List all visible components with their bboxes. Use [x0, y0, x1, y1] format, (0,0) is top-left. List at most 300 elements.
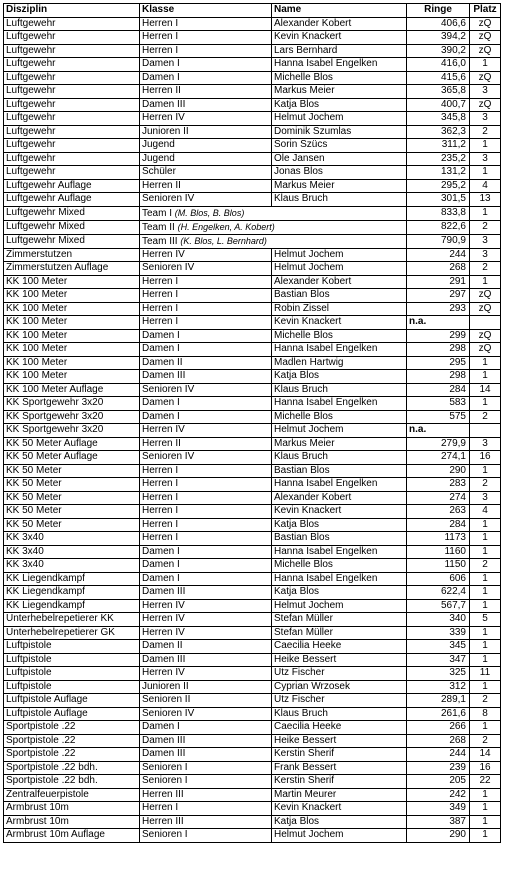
cell-ringe: 415,6 [407, 71, 470, 85]
header-disziplin: Disziplin [4, 4, 140, 18]
cell-platz: 1 [470, 788, 501, 802]
cell-klasse: Herren I [140, 316, 272, 330]
cell-klasse: Herren I [140, 478, 272, 492]
cell-name: Martin Meurer [272, 788, 407, 802]
cell-ringe: 387 [407, 815, 470, 829]
cell-disziplin: Luftgewehr Mixed [4, 220, 140, 234]
cell-disziplin: KK Liegendkampf [4, 572, 140, 586]
table-row [4, 761, 501, 775]
table-row [4, 478, 501, 492]
cell-platz: 3 [470, 234, 501, 248]
cell-name: Klaus Bruch [272, 383, 407, 397]
table-row [4, 788, 501, 802]
table-body [4, 17, 501, 842]
cell-klasse: Damen I [140, 343, 272, 357]
cell-ringe: 833,8 [407, 206, 470, 220]
table-row [4, 775, 501, 789]
header-name: Name [272, 4, 407, 18]
cell-klasse: Schüler [140, 166, 272, 180]
cell-platz: 1 [470, 572, 501, 586]
cell-disziplin: KK Sportgewehr 3x20 [4, 397, 140, 411]
cell-klasse: Herren I [140, 275, 272, 289]
cell-platz: 3 [470, 152, 501, 166]
cell-ringe: 298 [407, 343, 470, 357]
cell-disziplin: Luftpistole [4, 640, 140, 654]
cell-disziplin: KK 100 Meter [4, 343, 140, 357]
cell-klasse: Damen II [140, 356, 272, 370]
cell-disziplin: Luftgewehr [4, 17, 140, 31]
table-row [4, 370, 501, 384]
table-row [4, 356, 501, 370]
table-row [4, 220, 501, 234]
cell-platz: 3 [470, 112, 501, 126]
cell-klasse: Senioren IV [140, 262, 272, 276]
cell-ringe: 394,2 [407, 31, 470, 45]
cell-name: Michelle Blos [272, 410, 407, 424]
cell-name: Utz Fischer [272, 667, 407, 681]
table-row [4, 58, 501, 72]
cell-platz: 3 [470, 85, 501, 99]
cell-name: Helmut Jochem [272, 424, 407, 438]
cell-ringe: 290 [407, 464, 470, 478]
cell-ringe: 295 [407, 356, 470, 370]
table-row [4, 680, 501, 694]
cell-disziplin: KK Liegendkampf [4, 599, 140, 613]
cell-ringe: 340 [407, 613, 470, 627]
cell-klasse: Herren II [140, 437, 272, 451]
cell-name: Hanna Isabel Engelken [272, 397, 407, 411]
cell-ringe: 1150 [407, 559, 470, 573]
cell-ringe: 297 [407, 289, 470, 303]
cell-team [140, 220, 407, 234]
table-row [4, 532, 501, 546]
cell-ringe: 325 [407, 667, 470, 681]
cell-disziplin: Luftgewehr [4, 71, 140, 85]
cell-name: Michelle Blos [272, 71, 407, 85]
cell-klasse: Senioren IV [140, 707, 272, 721]
cell-klasse: Herren II [140, 179, 272, 193]
table-row [4, 112, 501, 126]
cell-ringe: 622,4 [407, 586, 470, 600]
team-members: (M. Blos, B. Blos) [174, 207, 245, 218]
cell-klasse: Damen I [140, 559, 272, 573]
cell-platz: 1 [470, 626, 501, 640]
cell-platz: 1 [470, 815, 501, 829]
cell-platz: 4 [470, 505, 501, 519]
cell-klasse: Herren I [140, 44, 272, 58]
cell-name: Utz Fischer [272, 694, 407, 708]
cell-disziplin: Sportpistole .22 [4, 734, 140, 748]
cell-disziplin: Luftgewehr Auflage [4, 179, 140, 193]
cell-name: Hanna Isabel Engelken [272, 545, 407, 559]
cell-name: Kerstin Sherif [272, 775, 407, 789]
cell-platz: 1 [470, 58, 501, 72]
cell-platz: 1 [470, 518, 501, 532]
cell-platz: 14 [470, 383, 501, 397]
table-row [4, 424, 501, 438]
cell-platz: 1 [470, 275, 501, 289]
cell-ringe: 131,2 [407, 166, 470, 180]
cell-ringe: 339 [407, 626, 470, 640]
cell-disziplin: Sportpistole .22 bdh. [4, 775, 140, 789]
cell-ringe: 347 [407, 653, 470, 667]
table-row [4, 31, 501, 45]
cell-disziplin: Luftgewehr [4, 112, 140, 126]
cell-ringe: 293 [407, 302, 470, 316]
cell-name: Kevin Knackert [272, 505, 407, 519]
table-row [4, 248, 501, 262]
cell-disziplin: Luftpistole [4, 680, 140, 694]
header-klasse: Klasse [140, 4, 272, 18]
cell-klasse: Herren I [140, 491, 272, 505]
cell-name: Alexander Kobert [272, 275, 407, 289]
cell-platz: 13 [470, 193, 501, 207]
cell-klasse: Senioren IV [140, 383, 272, 397]
cell-name: Cyprian Wrzosek [272, 680, 407, 694]
cell-disziplin: KK 100 Meter [4, 289, 140, 303]
cell-disziplin: KK 3x40 [4, 559, 140, 573]
table-row [4, 262, 501, 276]
cell-platz: 1 [470, 397, 501, 411]
cell-klasse: Herren IV [140, 112, 272, 126]
cell-disziplin: Luftgewehr [4, 31, 140, 45]
table-row [4, 491, 501, 505]
cell-platz: 1 [470, 653, 501, 667]
cell-platz [470, 424, 501, 438]
cell-platz: 1 [470, 721, 501, 735]
cell-klasse: Herren III [140, 788, 272, 802]
cell-name: Hanna Isabel Engelken [272, 58, 407, 72]
cell-disziplin: Luftpistole Auflage [4, 707, 140, 721]
header-row [4, 4, 501, 18]
cell-platz: 11 [470, 667, 501, 681]
cell-ringe: 263 [407, 505, 470, 519]
cell-ringe: 261,6 [407, 707, 470, 721]
cell-ringe: 279,9 [407, 437, 470, 451]
cell-ringe: 312 [407, 680, 470, 694]
cell-disziplin: Luftgewehr [4, 98, 140, 112]
cell-platz: zQ [470, 289, 501, 303]
cell-ringe: 299 [407, 329, 470, 343]
table-row [4, 748, 501, 762]
cell-disziplin: Unterhebelrepetierer KK [4, 613, 140, 627]
cell-name: Katja Blos [272, 98, 407, 112]
cell-disziplin: KK 3x40 [4, 532, 140, 546]
table-row [4, 139, 501, 153]
cell-ringe: 268 [407, 734, 470, 748]
table-row [4, 653, 501, 667]
cell-name: Alexander Kobert [272, 17, 407, 31]
table-row [4, 599, 501, 613]
cell-ringe: 298 [407, 370, 470, 384]
table-row [4, 572, 501, 586]
cell-name: Frank Bessert [272, 761, 407, 775]
cell-klasse: Damen I [140, 71, 272, 85]
cell-platz: 2 [470, 694, 501, 708]
cell-klasse: Herren I [140, 505, 272, 519]
cell-platz: 1 [470, 356, 501, 370]
table-row [4, 289, 501, 303]
cell-ringe: 274,1 [407, 451, 470, 465]
cell-ringe: 575 [407, 410, 470, 424]
cell-platz: 1 [470, 640, 501, 654]
cell-klasse: Senioren I [140, 761, 272, 775]
table-row [4, 316, 501, 330]
cell-name: Hanna Isabel Engelken [272, 478, 407, 492]
cell-disziplin: Luftgewehr [4, 125, 140, 139]
cell-platz: zQ [470, 329, 501, 343]
cell-disziplin: Luftgewehr [4, 139, 140, 153]
cell-disziplin: Luftgewehr [4, 44, 140, 58]
table-row [4, 410, 501, 424]
cell-name: Helmut Jochem [272, 599, 407, 613]
cell-klasse: Damen I [140, 58, 272, 72]
cell-ringe: 239 [407, 761, 470, 775]
cell-platz: zQ [470, 17, 501, 31]
cell-name: Katja Blos [272, 815, 407, 829]
cell-ringe: 274 [407, 491, 470, 505]
cell-klasse: Herren IV [140, 626, 272, 640]
cell-klasse: Junioren II [140, 125, 272, 139]
cell-disziplin: Luftgewehr [4, 166, 140, 180]
cell-platz: 1 [470, 545, 501, 559]
cell-disziplin: KK Sportgewehr 3x20 [4, 410, 140, 424]
cell-platz: 2 [470, 220, 501, 234]
table-row [4, 302, 501, 316]
cell-name: Stefan Müller [272, 613, 407, 627]
cell-ringe: 291 [407, 275, 470, 289]
cell-name: Bastian Blos [272, 289, 407, 303]
cell-disziplin: KK 100 Meter [4, 329, 140, 343]
table-row [4, 694, 501, 708]
cell-klasse: Damen III [140, 586, 272, 600]
table-row [4, 329, 501, 343]
cell-platz: 2 [470, 262, 501, 276]
team-label: Team II [142, 221, 175, 233]
table-row [4, 275, 501, 289]
header-ringe: Ringe [407, 4, 470, 18]
cell-klasse: Damen III [140, 748, 272, 762]
table-row [4, 234, 501, 248]
cell-klasse: Herren III [140, 815, 272, 829]
cell-ringe: 583 [407, 397, 470, 411]
table-row [4, 98, 501, 112]
cell-name: Katja Blos [272, 370, 407, 384]
cell-ringe: 567,7 [407, 599, 470, 613]
cell-name: Kevin Knackert [272, 802, 407, 816]
cell-name: Katja Blos [272, 586, 407, 600]
cell-disziplin: KK 50 Meter [4, 464, 140, 478]
table-row [4, 152, 501, 166]
cell-platz: 8 [470, 707, 501, 721]
cell-disziplin: KK Liegendkampf [4, 586, 140, 600]
cell-klasse: Jugend [140, 152, 272, 166]
cell-ringe: 205 [407, 775, 470, 789]
cell-platz: 1 [470, 139, 501, 153]
cell-disziplin: KK 3x40 [4, 545, 140, 559]
cell-name: Caecilia Heeke [272, 640, 407, 654]
cell-klasse: Senioren I [140, 775, 272, 789]
cell-klasse: Senioren I [140, 829, 272, 843]
cell-klasse: Junioren II [140, 680, 272, 694]
cell-platz: 22 [470, 775, 501, 789]
table-row [4, 179, 501, 193]
cell-disziplin: Luftgewehr [4, 85, 140, 99]
cell-name: Bastian Blos [272, 464, 407, 478]
cell-disziplin: KK 100 Meter [4, 370, 140, 384]
cell-ringe: 1173 [407, 532, 470, 546]
cell-name: Helmut Jochem [272, 262, 407, 276]
cell-name: Madlen Hartwig [272, 356, 407, 370]
cell-disziplin: Armbrust 10m [4, 802, 140, 816]
cell-disziplin: KK 100 Meter [4, 316, 140, 330]
cell-name: Kevin Knackert [272, 316, 407, 330]
cell-platz: 14 [470, 748, 501, 762]
table-row [4, 626, 501, 640]
cell-disziplin: Armbrust 10m Auflage [4, 829, 140, 843]
cell-ringe: 406,6 [407, 17, 470, 31]
cell-name: Klaus Bruch [272, 707, 407, 721]
cell-disziplin: Unterhebelrepetierer GK [4, 626, 140, 640]
cell-klasse: Herren IV [140, 248, 272, 262]
cell-team [140, 234, 407, 248]
cell-platz: 3 [470, 248, 501, 262]
table-row [4, 125, 501, 139]
cell-klasse: Damen III [140, 98, 272, 112]
cell-klasse: Herren II [140, 85, 272, 99]
cell-platz: zQ [470, 71, 501, 85]
table-row [4, 343, 501, 357]
cell-disziplin: KK 50 Meter [4, 491, 140, 505]
cell-disziplin: Zentralfeuerpistole [4, 788, 140, 802]
cell-klasse: Herren I [140, 464, 272, 478]
cell-ringe: n.a. [407, 424, 470, 438]
cell-name: Heike Bessert [272, 734, 407, 748]
cell-klasse: Senioren IV [140, 451, 272, 465]
cell-klasse: Damen III [140, 734, 272, 748]
cell-name: Sorin Szücs [272, 139, 407, 153]
cell-platz: 2 [470, 734, 501, 748]
cell-name: Stefan Müller [272, 626, 407, 640]
cell-ringe: 235,2 [407, 152, 470, 166]
team-members: (H. Engelken, A. Kobert) [177, 221, 275, 232]
cell-name: Robin Zissel [272, 302, 407, 316]
cell-name: Klaus Bruch [272, 193, 407, 207]
cell-name: Helmut Jochem [272, 829, 407, 843]
cell-ringe: 284 [407, 518, 470, 532]
cell-platz: 16 [470, 761, 501, 775]
table-row [4, 721, 501, 735]
table-row [4, 85, 501, 99]
table-row [4, 166, 501, 180]
cell-name: Hanna Isabel Engelken [272, 572, 407, 586]
cell-name: Markus Meier [272, 85, 407, 99]
cell-name: Markus Meier [272, 437, 407, 451]
cell-klasse: Damen III [140, 370, 272, 384]
cell-name: Katja Blos [272, 518, 407, 532]
cell-klasse: Herren I [140, 532, 272, 546]
cell-platz: 1 [470, 586, 501, 600]
cell-klasse: Damen I [140, 721, 272, 735]
cell-platz: 2 [470, 125, 501, 139]
cell-disziplin: Luftpistole [4, 653, 140, 667]
cell-ringe: 822,6 [407, 220, 470, 234]
cell-name: Klaus Bruch [272, 451, 407, 465]
cell-klasse: Herren I [140, 17, 272, 31]
cell-platz: 1 [470, 464, 501, 478]
table-row [4, 44, 501, 58]
cell-klasse: Herren I [140, 31, 272, 45]
cell-platz: zQ [470, 98, 501, 112]
cell-disziplin: KK 50 Meter Auflage [4, 451, 140, 465]
cell-platz: 1 [470, 206, 501, 220]
cell-ringe: 1160 [407, 545, 470, 559]
cell-platz: zQ [470, 31, 501, 45]
cell-platz: zQ [470, 343, 501, 357]
cell-disziplin: Luftgewehr Auflage [4, 193, 140, 207]
table-row [4, 707, 501, 721]
table-row [4, 437, 501, 451]
cell-platz: 2 [470, 410, 501, 424]
header-platz: Platz [470, 4, 501, 18]
cell-disziplin: KK 50 Meter [4, 478, 140, 492]
results-table-container [3, 3, 501, 843]
cell-klasse: Herren I [140, 302, 272, 316]
cell-klasse: Jugend [140, 139, 272, 153]
cell-name: Michelle Blos [272, 329, 407, 343]
cell-ringe: 311,2 [407, 139, 470, 153]
table-row [4, 829, 501, 843]
cell-klasse: Herren IV [140, 613, 272, 627]
table-row [4, 613, 501, 627]
cell-platz: 1 [470, 829, 501, 843]
cell-name: Jonas Blos [272, 166, 407, 180]
table-row [4, 383, 501, 397]
cell-platz: zQ [470, 302, 501, 316]
cell-name: Hanna Isabel Engelken [272, 343, 407, 357]
cell-klasse: Damen I [140, 397, 272, 411]
table-row [4, 802, 501, 816]
cell-disziplin: KK Sportgewehr 3x20 [4, 424, 140, 438]
cell-platz: 1 [470, 680, 501, 694]
cell-disziplin: Zimmerstutzen Auflage [4, 262, 140, 276]
cell-klasse: Senioren II [140, 694, 272, 708]
cell-disziplin: KK 100 Meter [4, 302, 140, 316]
cell-ringe: 400,7 [407, 98, 470, 112]
cell-platz: zQ [470, 44, 501, 58]
cell-name: Caecilia Heeke [272, 721, 407, 735]
cell-ringe: n.a. [407, 316, 470, 330]
cell-disziplin: Luftpistole Auflage [4, 694, 140, 708]
cell-ringe: 790,9 [407, 234, 470, 248]
results-table [3, 3, 501, 843]
cell-disziplin: Luftgewehr [4, 152, 140, 166]
cell-ringe: 266 [407, 721, 470, 735]
cell-ringe: 268 [407, 262, 470, 276]
table-row [4, 397, 501, 411]
cell-ringe: 244 [407, 248, 470, 262]
cell-ringe: 349 [407, 802, 470, 816]
cell-disziplin: KK 50 Meter Auflage [4, 437, 140, 451]
cell-disziplin: KK 50 Meter [4, 518, 140, 532]
cell-klasse: Herren IV [140, 599, 272, 613]
cell-disziplin: Luftgewehr [4, 58, 140, 72]
cell-platz: 5 [470, 613, 501, 627]
cell-platz: 1 [470, 532, 501, 546]
cell-name: Kerstin Sherif [272, 748, 407, 762]
cell-platz: 1 [470, 166, 501, 180]
cell-disziplin: KK 100 Meter Auflage [4, 383, 140, 397]
